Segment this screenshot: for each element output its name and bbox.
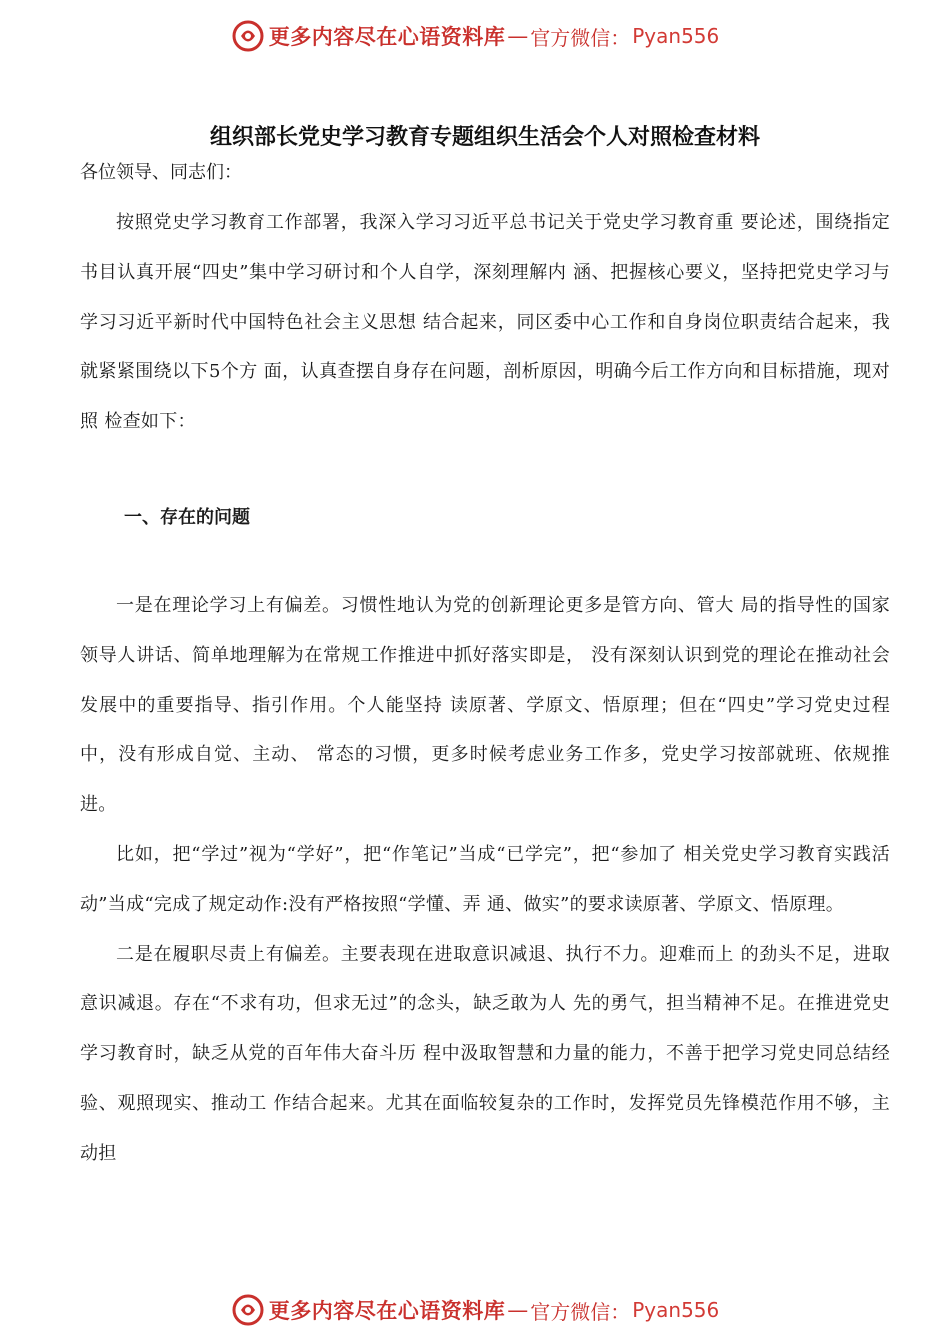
- paragraph-theory: 一是在理论学习上有偏差。习惯性地认为党的创新理论更多是管方向、管大 局的指导性的国家领导人讲话、简单地理解为在常规工作推进中抓好落实即是， 没有深刻认识到党的理论在推动社会发展中的重要指导、指引作用。个人能坚持 读原著、学原文、悟原理；但在“四史”学习党史过程中，没有形成自觉、主动、 常态的习惯，更多时候考虑业务工作多，党史学习按部就班、依规推进。: [80, 594, 890, 816]
- footer-separator: —: [507, 1298, 529, 1322]
- header-promo-text: 更多内容尽在心语资料库: [268, 24, 506, 49]
- document-title: 组织部长党史学习教育专题组织生活会个人对照检查材料: [209, 125, 760, 150]
- document-body: [80, 118, 890, 1179]
- logo-icon: [231, 19, 265, 53]
- footer-watermark-banner: [0, 1288, 950, 1332]
- footer-promo-text: 更多内容尽在心语资料库: [268, 1298, 506, 1323]
- header-watermark-banner: [0, 14, 950, 58]
- footer-wechat-label: 官方微信：: [530, 1299, 631, 1324]
- intro-paragraph: 按照党史学习教育工作部署，我深入学习习近平总书记关于党史学习教育重 要论述，围绕指定书目认真开展“四史”集中学习研讨和个人自学，深刻理解内 涵、把握核心要义，坚持把党史学习与学习习近平新时代中国特色社会主义思想 结合起来，同区委中心工作和自身岗位职责结合起来，我就紧紧围绕以下5个方 面，认真查摆自身存在问题，剖析原因，明确今后工作方向和目标措施，现对照 检查如下：: [80, 212, 890, 433]
- paragraph-duty: 二是在履职尽责上有偏差。主要表现在进取意识减退、执行不力。迎难而上 的劲头不足，进取意识减退。存在“不求有功，但求无过”的念头，缺乏敢为人 先的勇气，担当精神不足。在推进党史学习教育时，缺乏从党的百年伟大奋斗历 程中汲取智慧和力量的能力，不善于把学习党史同总结经验、观照现实、推动工 作结合起来。尤其在面临较复杂的工作时，发挥党员先锋模范作用不够，主动担: [80, 943, 890, 1164]
- header-separator: —: [507, 24, 529, 48]
- section-heading: 一、存在的问题: [124, 506, 250, 528]
- greeting: 各位领导、同志们：: [80, 162, 242, 183]
- header-wechat-id: Pyan556: [632, 24, 720, 48]
- logo-icon: [231, 1293, 265, 1327]
- header-wechat-label: 官方微信：: [530, 25, 631, 50]
- paragraph-example: 比如，把“学过”视为“学好”，把“作笔记”当成“已学完”，把“参加了 相关党史学习教育实践活动”当成“完成了规定动作:没有严格按照“学懂、弄 通、做实”的要求读原著、学原文、悟原理。: [80, 843, 890, 915]
- footer-wechat-id: Pyan556: [632, 1298, 720, 1322]
